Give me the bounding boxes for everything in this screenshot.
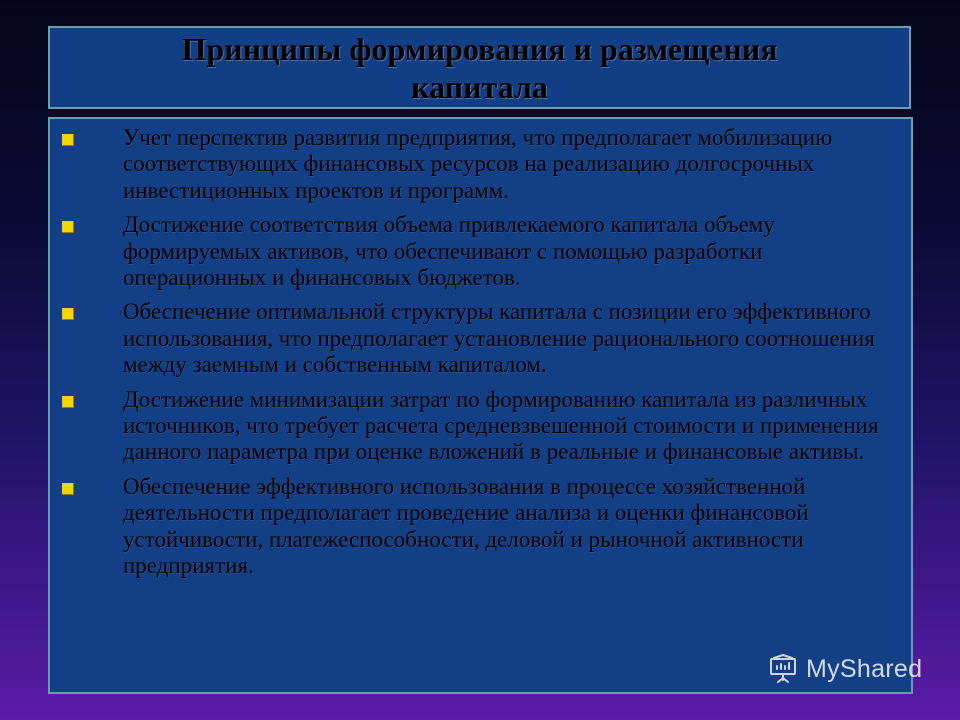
bullet-text: Обеспечение оптимальной структуры капитала с позиции его эффективного использования, что предполагает установление рационального соотношения между заемным и собственным капиталом. <box>123 299 875 378</box>
presentation-board-icon <box>768 654 798 684</box>
slide-title: Принципы формирования и размещения капитала <box>181 30 778 105</box>
square-bullet-icon <box>62 483 74 495</box>
watermark <box>768 654 922 684</box>
bullet-item <box>62 474 899 580</box>
square-bullet-icon <box>62 396 74 408</box>
bullet-item <box>62 387 899 466</box>
bullet-item <box>62 212 899 291</box>
bullet-list <box>62 125 899 580</box>
bullet-item <box>62 125 899 204</box>
bullet-text: Обеспечение эффективного использования в процессе хозяйственной деятельности предполагает проведение анализа и оценки финансовой устойчивости, платежеспособности, деловой и рыночной активности предприятия. <box>123 473 809 579</box>
square-bullet-icon <box>62 134 74 146</box>
bullet-text: Достижение соответствия объема привлекаемого капитала объему формируемых активов, что обеспечивают с помощью разработки операционных и финансовых бюджетов. <box>123 212 775 291</box>
bullet-item <box>62 299 899 378</box>
watermark-text: MyShared <box>806 654 923 683</box>
content-panel <box>48 117 913 694</box>
title-panel <box>48 26 911 109</box>
bullet-text: Учет перспектив развития предприятия, что предполагает мобилизацию соответствующих финансовых ресурсов на реализацию долгосрочных инвестиционных проектов и программ. <box>123 125 833 203</box>
bullet-text: Достижение минимизации затрат по формированию капитала из различных источников, что требует расчета средневзвешенной стоимости и применения данного параметра при оценке вложений в реальные и финансовые активы. <box>123 386 879 465</box>
square-bullet-icon <box>62 308 74 320</box>
square-bullet-icon <box>62 221 74 233</box>
